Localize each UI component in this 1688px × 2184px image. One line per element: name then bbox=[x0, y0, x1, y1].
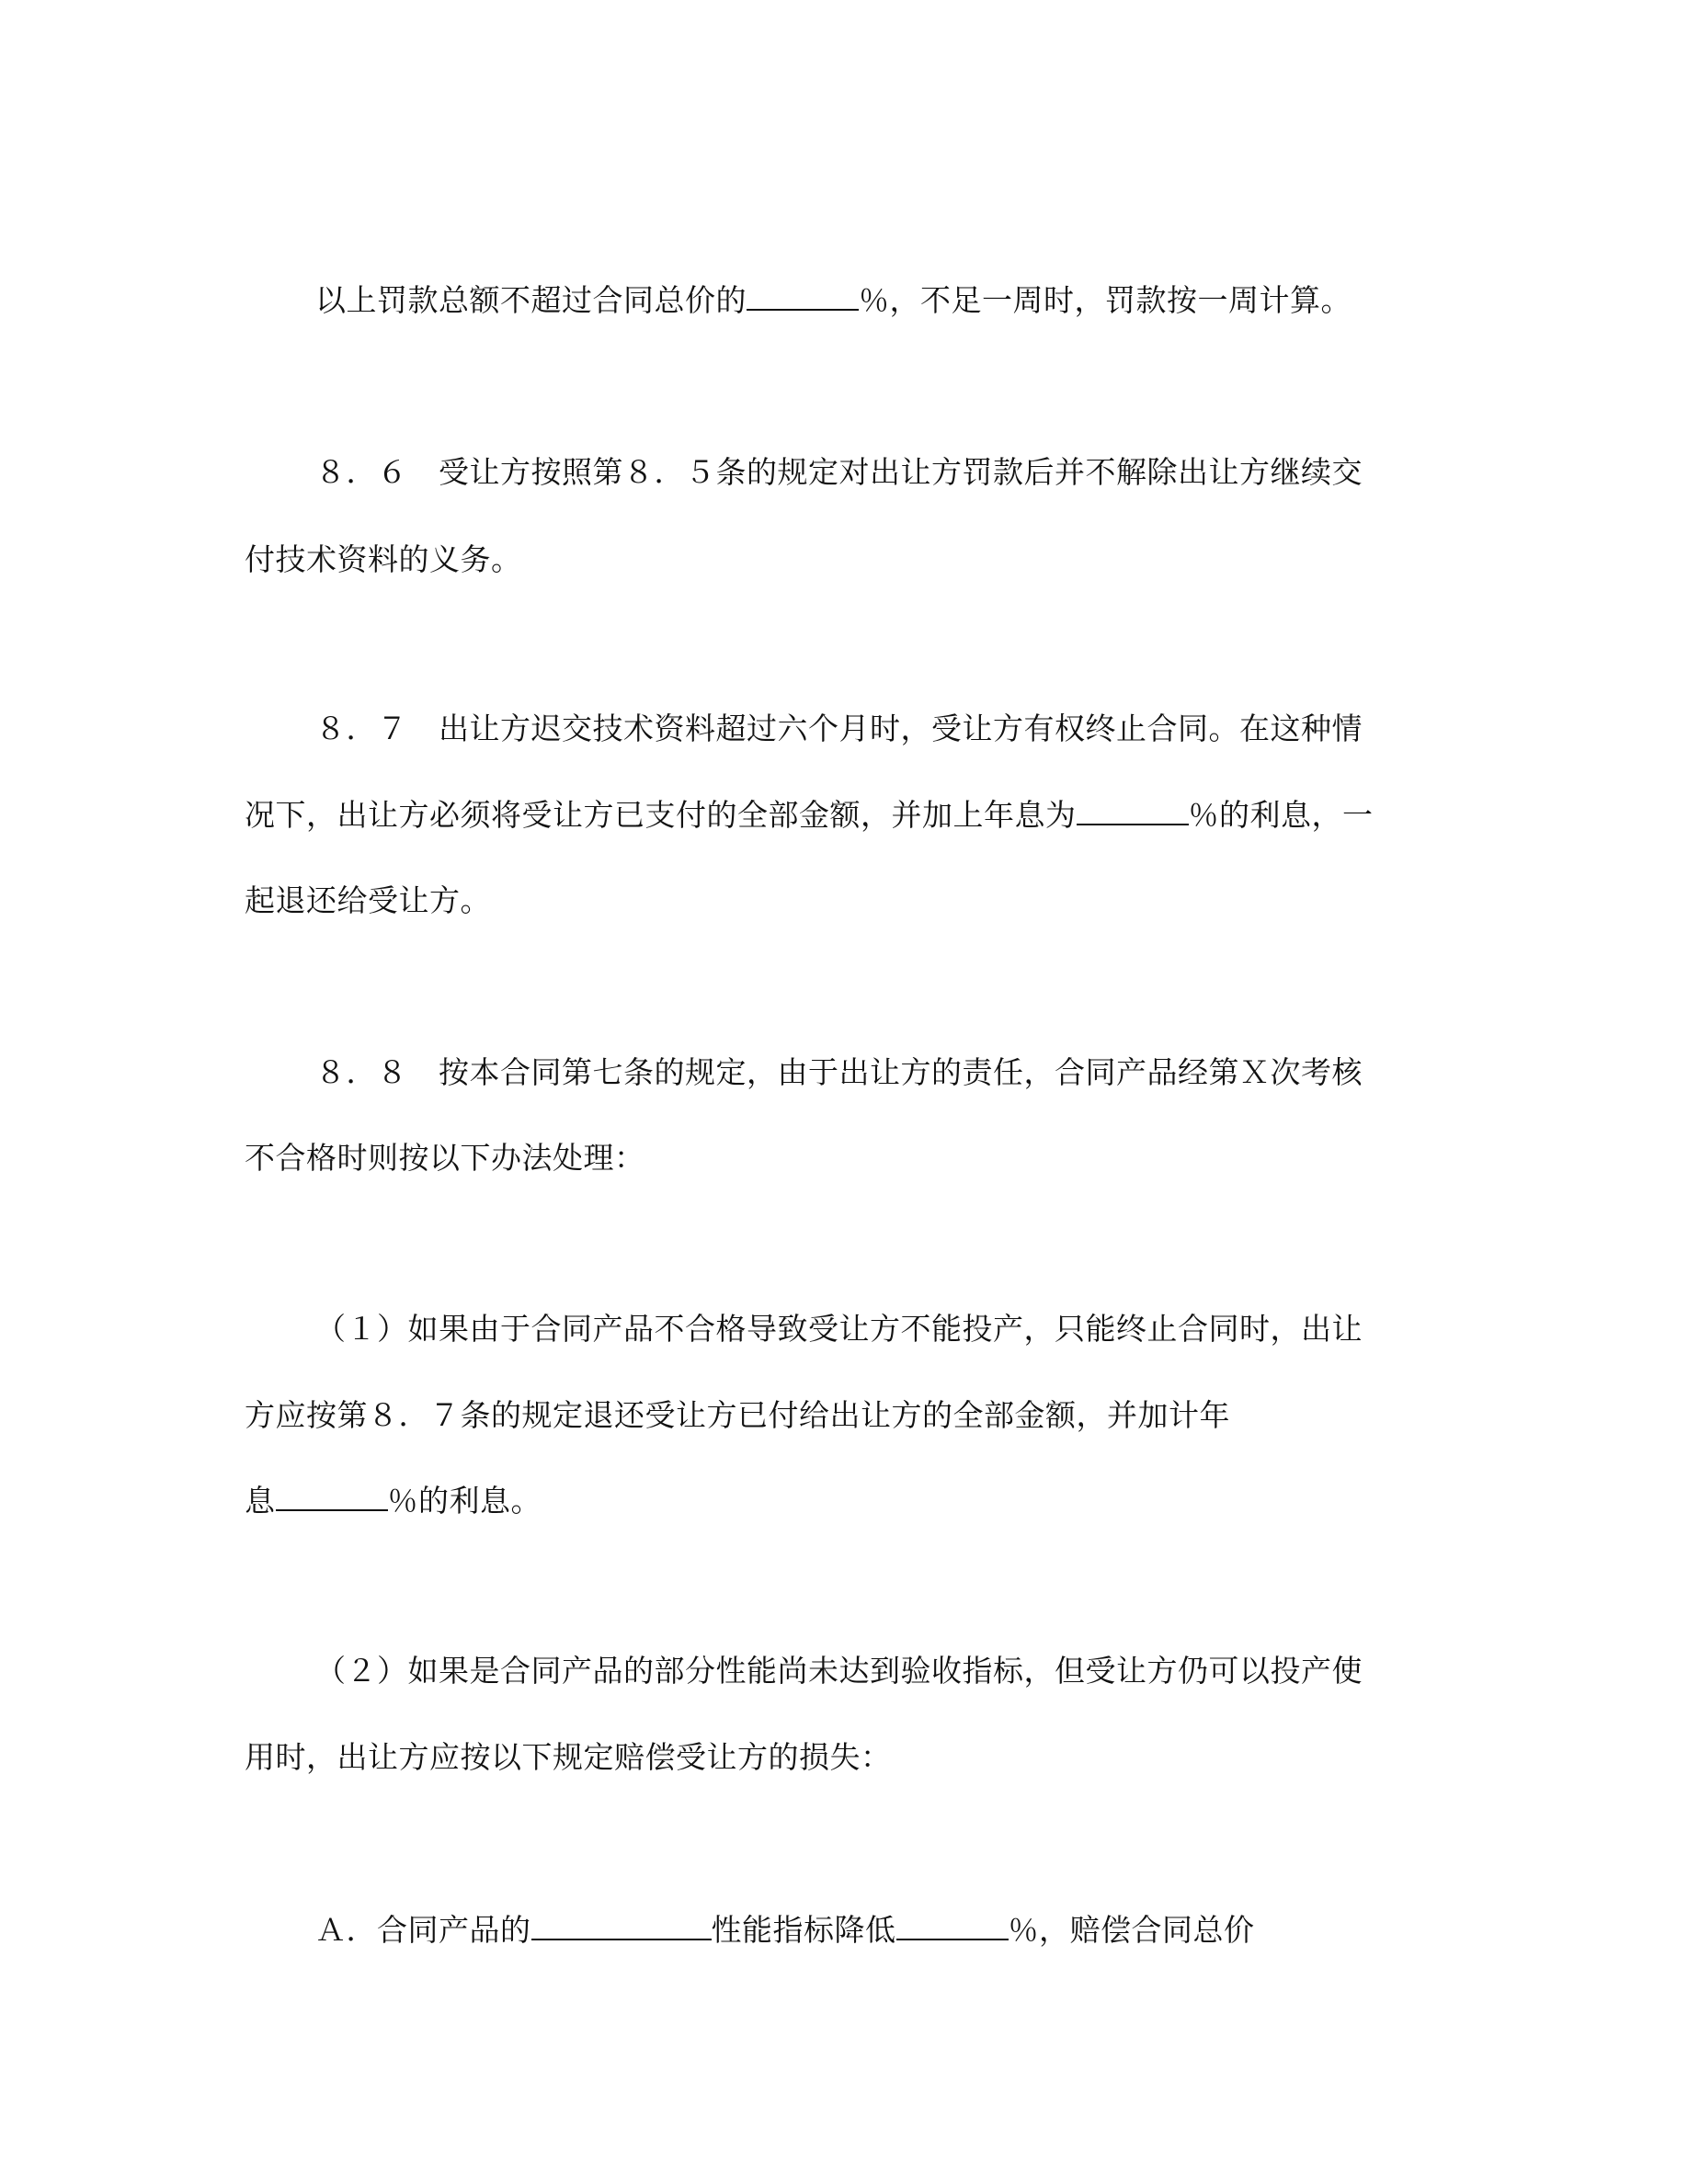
item-1-line-1 bbox=[315, 1311, 1363, 1348]
text-segment: ８．７ 出让方迟交技术资料超过六个月时，受让方有权终止合同。在这种情 bbox=[315, 711, 1363, 746]
text-segment: 用时，出让方应按以下规定赔偿受让方的损失： bbox=[245, 1739, 892, 1775]
item-2-line-2 bbox=[245, 1739, 892, 1776]
text-segment: 方应按第８．７条的规定退还受让方已付给出让方的全部金额，并加计年 bbox=[245, 1397, 1230, 1433]
fill-blank bbox=[531, 1911, 712, 1940]
text-segment: 以上罚款总额不超过合同总价的 bbox=[315, 282, 747, 318]
text-segment: 息 bbox=[245, 1483, 276, 1519]
text-segment: Ａ．合同产品的 bbox=[315, 1912, 531, 1948]
clause-8-6-line-1 bbox=[315, 454, 1363, 491]
fill-blank bbox=[1077, 796, 1189, 825]
text-segment: ％的利息，一 bbox=[1188, 797, 1374, 833]
text-segment: 性能指标降低 bbox=[711, 1912, 896, 1948]
text-segment: 况下，出让方必须将受让方已支付的全部金额，并加上年息为 bbox=[245, 797, 1077, 833]
fill-blank bbox=[896, 1911, 1009, 1940]
paragraph-penalty-limit bbox=[315, 281, 1352, 319]
clause-8-7-line-1 bbox=[315, 711, 1363, 747]
clause-8-8-line-2 bbox=[245, 1140, 645, 1177]
item-1-line-2 bbox=[245, 1397, 1230, 1434]
fill-blank bbox=[276, 1482, 388, 1511]
clause-8-6-line-2 bbox=[245, 541, 522, 578]
text-segment: ％，不足一周时，罚款按一周计算。 bbox=[859, 282, 1352, 318]
item-1-line-3 bbox=[245, 1482, 542, 1519]
text-segment: 起退还给受让方。 bbox=[245, 882, 491, 918]
item-2-line-1 bbox=[315, 1653, 1363, 1689]
clause-8-7-line-3 bbox=[245, 882, 491, 919]
text-segment: 不合格时则按以下办法处理： bbox=[245, 1140, 645, 1176]
clause-8-8-line-1 bbox=[315, 1054, 1363, 1091]
text-segment: （２）如果是合同产品的部分性能尚未达到验收指标，但受让方仍可以投产使 bbox=[315, 1653, 1363, 1689]
text-segment: ８．６ 受让方按照第８．５条的规定对出让方罚款后并不解除出让方继续交 bbox=[315, 454, 1363, 490]
clause-8-7-line-2 bbox=[245, 796, 1374, 834]
item-a-line-1 bbox=[315, 1911, 1255, 1949]
text-segment: （１）如果由于合同产品不合格导致受让方不能投产，只能终止合同时，出让 bbox=[315, 1311, 1363, 1347]
text-segment: ％，赔偿合同总价 bbox=[1008, 1912, 1255, 1948]
text-segment: ％的利息。 bbox=[387, 1483, 542, 1519]
fill-blank bbox=[747, 281, 859, 311]
text-segment: ８．８ 按本合同第七条的规定，由于出让方的责任，合同产品经第Ｘ次考核 bbox=[315, 1054, 1363, 1090]
text-segment: 付技术资料的义务。 bbox=[245, 541, 522, 577]
